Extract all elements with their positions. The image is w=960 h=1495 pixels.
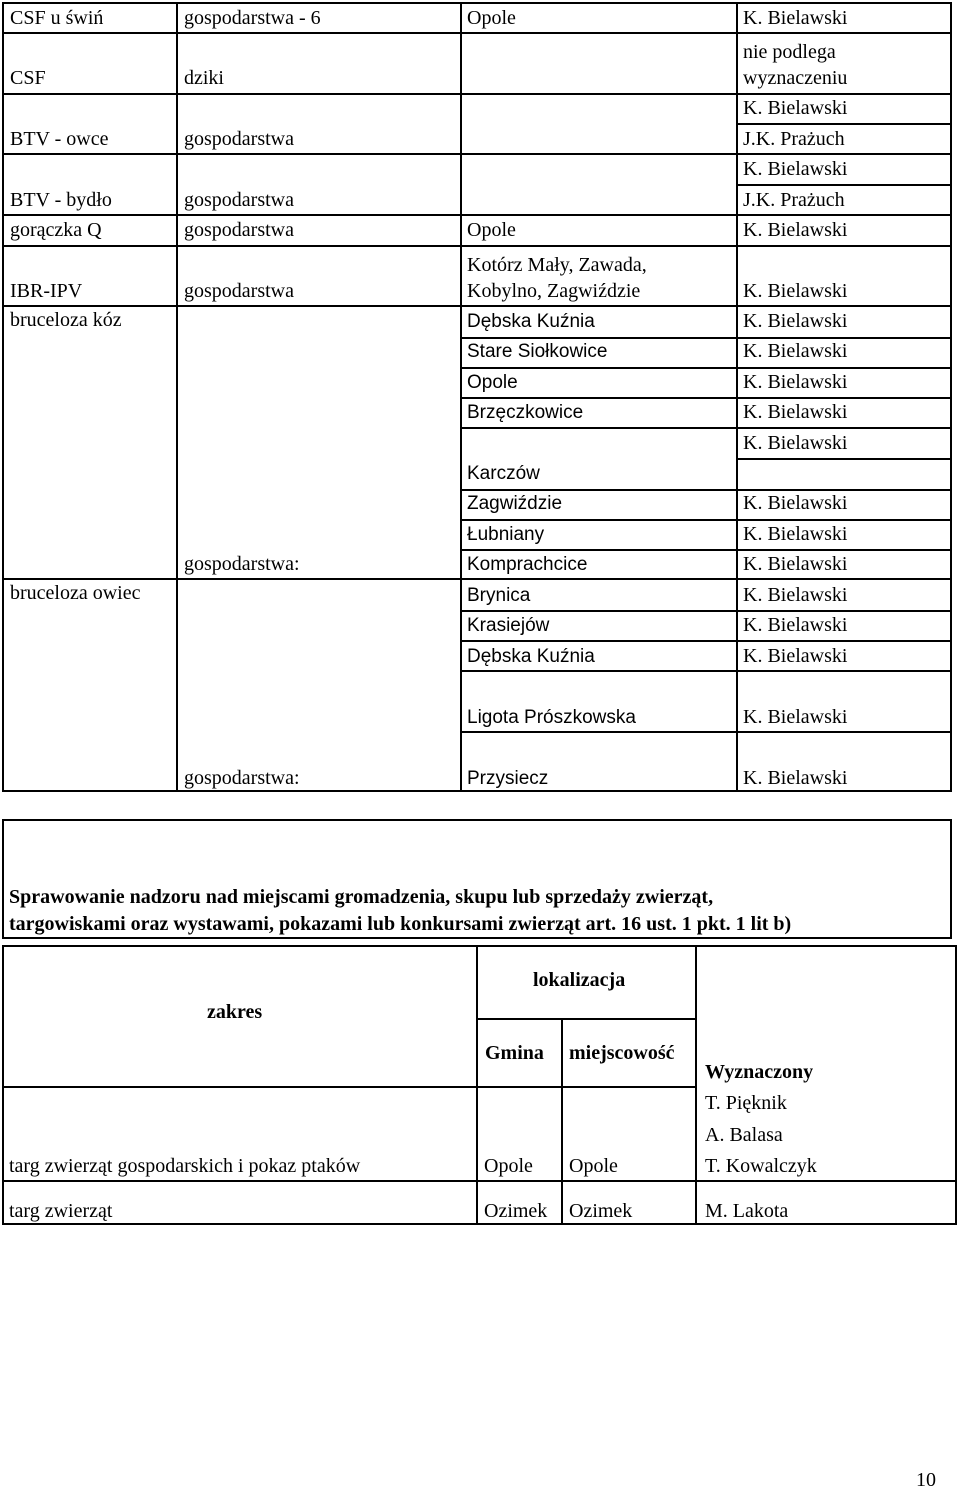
person-cell: K. Bielawski [743,614,848,636]
place-cell: Ligota Prószkowska [467,707,636,728]
disease-cell: CSF u świń [10,7,104,29]
place-cell: Kobylno, Zagwiździe [467,280,641,302]
header-zakres: zakres [207,1001,263,1023]
header-miejscowosc: miejscowość [569,1042,675,1064]
heading-border [950,819,952,939]
col-divider [561,1018,563,1225]
col-divider [695,945,697,1225]
col-divider [176,2,178,792]
person-cell: M. Lakota [705,1200,789,1222]
place-cell: Opole [467,372,518,393]
person-cell: K. Bielawski [743,492,848,514]
place-cell: Komprachcice [467,554,588,575]
header-gmina: Gmina [485,1042,544,1064]
place-cell: Stare Siołkowice [467,341,608,362]
table-border [2,1223,957,1225]
person-cell: wyznaczeniu [743,67,848,89]
page-number: 10 [916,1469,936,1491]
person-cell: K. Bielawski [743,767,848,789]
header-lokalizacja: lokalizacja [533,969,626,991]
heading-border [2,819,4,939]
gmina-cell: Opole [484,1155,533,1177]
person-cell: nie podlega [743,41,836,63]
col-divider [476,945,478,1225]
row-divider [460,367,952,369]
gmina-cell: Ozimek [484,1200,548,1222]
place-cell: Krasiejów [467,615,550,636]
disease-cell: bruceloza kóz [10,309,122,331]
place-cell: Brynica [467,585,531,606]
place-cell: Zagwiździe [467,493,563,514]
place-cell: Dębska Kuźnia [467,311,595,332]
scope-cell: dziki [184,67,224,89]
disease-cell: gorączka Q [10,219,102,241]
table-border [950,2,952,792]
person-cell: K. Bielawski [743,553,848,575]
person-cell: K. Bielawski [743,219,848,241]
place-cell: Opole [467,7,516,29]
scope-cell: gospodarstwa [184,128,294,150]
scope-cell: gospodarstwa - 6 [184,7,321,29]
disease-cell: BTV - owce [10,128,109,150]
person-cell: K. Bielawski [743,401,848,423]
person-cell: K. Bielawski [743,523,848,545]
scope-cell: gospodarstwa [184,280,294,302]
disease-cell: BTV - bydło [10,189,112,211]
table-border [955,945,957,1225]
disease-cell: CSF [10,67,46,89]
place-cell: Dębska Kuźnia [467,646,595,667]
person-cell: J.K. Prażuch [743,128,845,150]
col-divider [460,2,462,792]
place-cell: Brzęczkowice [467,402,584,423]
miejscowosc-cell: Ozimek [569,1200,633,1222]
person-cell: A. Balasa [705,1124,783,1146]
person-cell: J.K. Prażuch [743,189,845,211]
person-cell: T. Kowalczyk [705,1155,817,1177]
place-cell: Karczów [467,463,540,484]
zakres-cell: targ zwierząt gospodarskich i pokaz ptaków [9,1155,361,1177]
scope-cell: gospodarstwa [184,219,294,241]
section-heading: targowiskami oraz wystawami, pokazami lub konkursami zwierząt art. 16 ust. 1 pkt. 1 lit b) [9,913,792,935]
person-cell: K. Bielawski [743,97,848,119]
person-cell: K. Bielawski [743,340,848,362]
section-heading: Sprawowanie nadzoru nad miejscami gromadzenia, skupu lub sprzedaży zwierząt, [9,886,714,908]
person-cell: K. Bielawski [743,280,848,302]
person-cell: T. Pięknik [705,1092,787,1114]
heading-border [2,819,952,821]
miejscowosc-cell: Opole [569,1155,618,1177]
place-cell: Łubniany [467,524,545,545]
header-wyznaczony: Wyznaczony [705,1061,814,1083]
person-cell: K. Bielawski [743,645,848,667]
person-cell: K. Bielawski [743,584,848,606]
place-cell: Przysiecz [467,768,549,789]
disease-cell: IBR-IPV [10,280,83,302]
person-cell: K. Bielawski [743,706,848,728]
disease-cell: bruceloza owiec [10,582,141,604]
person-cell: K. Bielawski [743,158,848,180]
table-border [2,945,4,1225]
scope-cell: gospodarstwa [184,189,294,211]
person-cell: K. Bielawski [743,371,848,393]
scope-cell: gospodarstwa: [184,553,300,575]
place-cell: Opole [467,219,516,241]
person-cell: K. Bielawski [743,310,848,332]
row-divider [476,1018,696,1020]
place-cell: Kotórz Mały, Zawada, [467,254,647,276]
col-divider [2,2,4,792]
row-divider [2,245,952,247]
col-divider [736,2,738,792]
scope-cell: gospodarstwa: [184,767,300,789]
table-border [2,945,957,947]
zakres-cell: targ zwierząt [9,1200,113,1222]
person-cell: K. Bielawski [743,432,848,454]
row-divider [2,1086,697,1088]
person-cell: K. Bielawski [743,7,848,29]
row-divider [736,458,952,460]
